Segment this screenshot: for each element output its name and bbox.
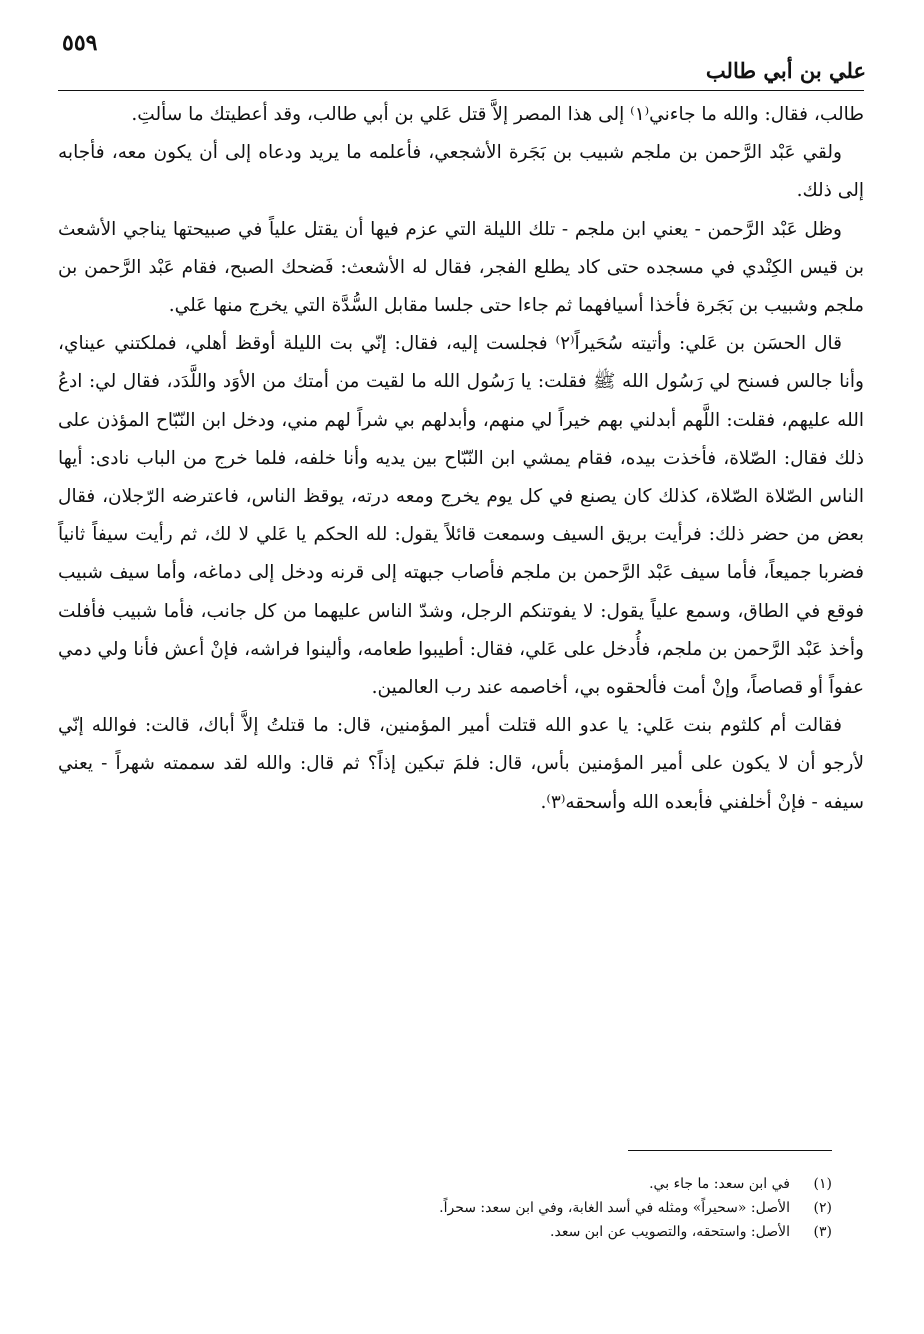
footnote-text: الأصل: واستحقه، والتصويب عن ابن سعد. [550, 1224, 790, 1240]
paragraph: ولقي عَبْد الرَّحمن بن ملجم شبيب بن بَجَرة الأشجعي، فأعلمه ما يريد ودعاه إلى أن يكون معه، فأجابه إلى ذلك. [58, 142, 864, 202]
page-number: ٥٥٩ [62, 30, 98, 56]
footnote-number: (٢) [813, 1200, 832, 1216]
paragraph: قال الحسَن بن عَلي: وأتيته سُحَيراً⁽٢⁾ فجلست إليه، فقال: إنّي بت الليلة أوقظ أهلي، فملكتني عيناي، وأنا جالس فسنح لي رَسُول الله ﷺ فقلت: يا رَسُول الله ما لقيت من أمتك من الأوَد واللَّدَد، فقال لي: ادعُ الله عليهم، فقلت: اللَّهم أبدلني بهم خيراً لي منهم، وأبدلهم بي شراً لهم مني، ودخل ابن النّبّاح المؤذن على ذلك فقال: الصّلاة، فأخذت بيده، فقام يمشي ابن النّبّاح بين يديه وأنا خلفه، فلما خرج من الباب نادى: أيها الناس الصّلاة الصّلاة، كذلك كان يصنع في كل يوم يخرج ومعه درته، يوقظ الناس، فاعترضه الرّجلان، فقال بعض من حضر ذلك: فرأيت بريق السيف وسمعت قائلاً يقول: لله الحكم يا عَلي لا لك، ثم رأيت سيفاً ثانياً فضربا جميعاً، فأما سيف عَبْد الرَّحمن بن ملجم فأصاب جبهته إلى قرنه ودخل إلى دماغه، وأما سيف شبيب فوقع في الطاق، وسمع علياً يقول: لا يفوتنكم الرجل، وشدّ الناس عليهما من كل جانب، فأما شبيب فأفلت وأخذ عَبْد الرَّحمن بن ملجم، فأُدخل على عَلي، فقال: أطيبوا طعامه، وألينوا فراشه، فإنْ أعش فأنا ولي دمي عفواً أو قصاصاً، وإنْ أمت فألحقوه بي، أخاصمه عند رب العالمين. [58, 333, 864, 699]
footnote [232, 1220, 832, 1244]
paragraph-continuation: طالب، فقال: والله ما جاءني⁽١⁾ إلى هذا المصر إلاَّ قتل عَلي بن أبي طالب، وقد أعطيتك ما سألتِ. [131, 104, 864, 125]
footnote-text: في ابن سعد: ما جاء بي. [649, 1176, 790, 1192]
body-text [58, 96, 864, 822]
footnote-text: الأصل: «سحيراً» ومثله في أسد الغابة، وفي ابن سعد: سحراً. [439, 1200, 790, 1216]
footnote [232, 1196, 832, 1220]
footnote [232, 1172, 832, 1196]
footnotes [232, 1172, 832, 1244]
footnote-number: (١) [813, 1176, 832, 1192]
running-head: علي بن أبي طالب [705, 58, 866, 83]
paragraph: وظل عَبْد الرَّحمن - يعني ابن ملجم - تلك الليلة التي عزم فيها أن يقتل علياً في صبيحتها يناجي الأشعث بن قيس الكِنْدي في مسجده حتى كاد يطلع الفجر، فقال له الأشعث: فَضحك الصبح، فقام عَبْد الرَّحمن بن ملجم وشبيب بن بَجَرة فأخذا أسيافهما ثم جاءا حتى جلسا مقابل السُّدَّة التي يخرج منها عَلي. [58, 218, 864, 317]
footnote-number: (٣) [813, 1224, 832, 1240]
footnote-rule [628, 1150, 832, 1151]
header-rule [58, 90, 864, 91]
paragraph: فقالت أم كلثوم بنت عَلي: يا عدو الله قتلت أمير المؤمنين، قال: ما قتلتُ إلاَّ أباك، قالت: فوالله إنّي لأرجو أن لا يكون على أمير المؤمنين بأس، قال: فلمَ تبكين إذاً؟ ثم قال: والله لقد سممته شهراً - يعني سيفه - فإنْ أخلفني فأبعده الله وأسحقه⁽٣⁾. [58, 715, 864, 813]
